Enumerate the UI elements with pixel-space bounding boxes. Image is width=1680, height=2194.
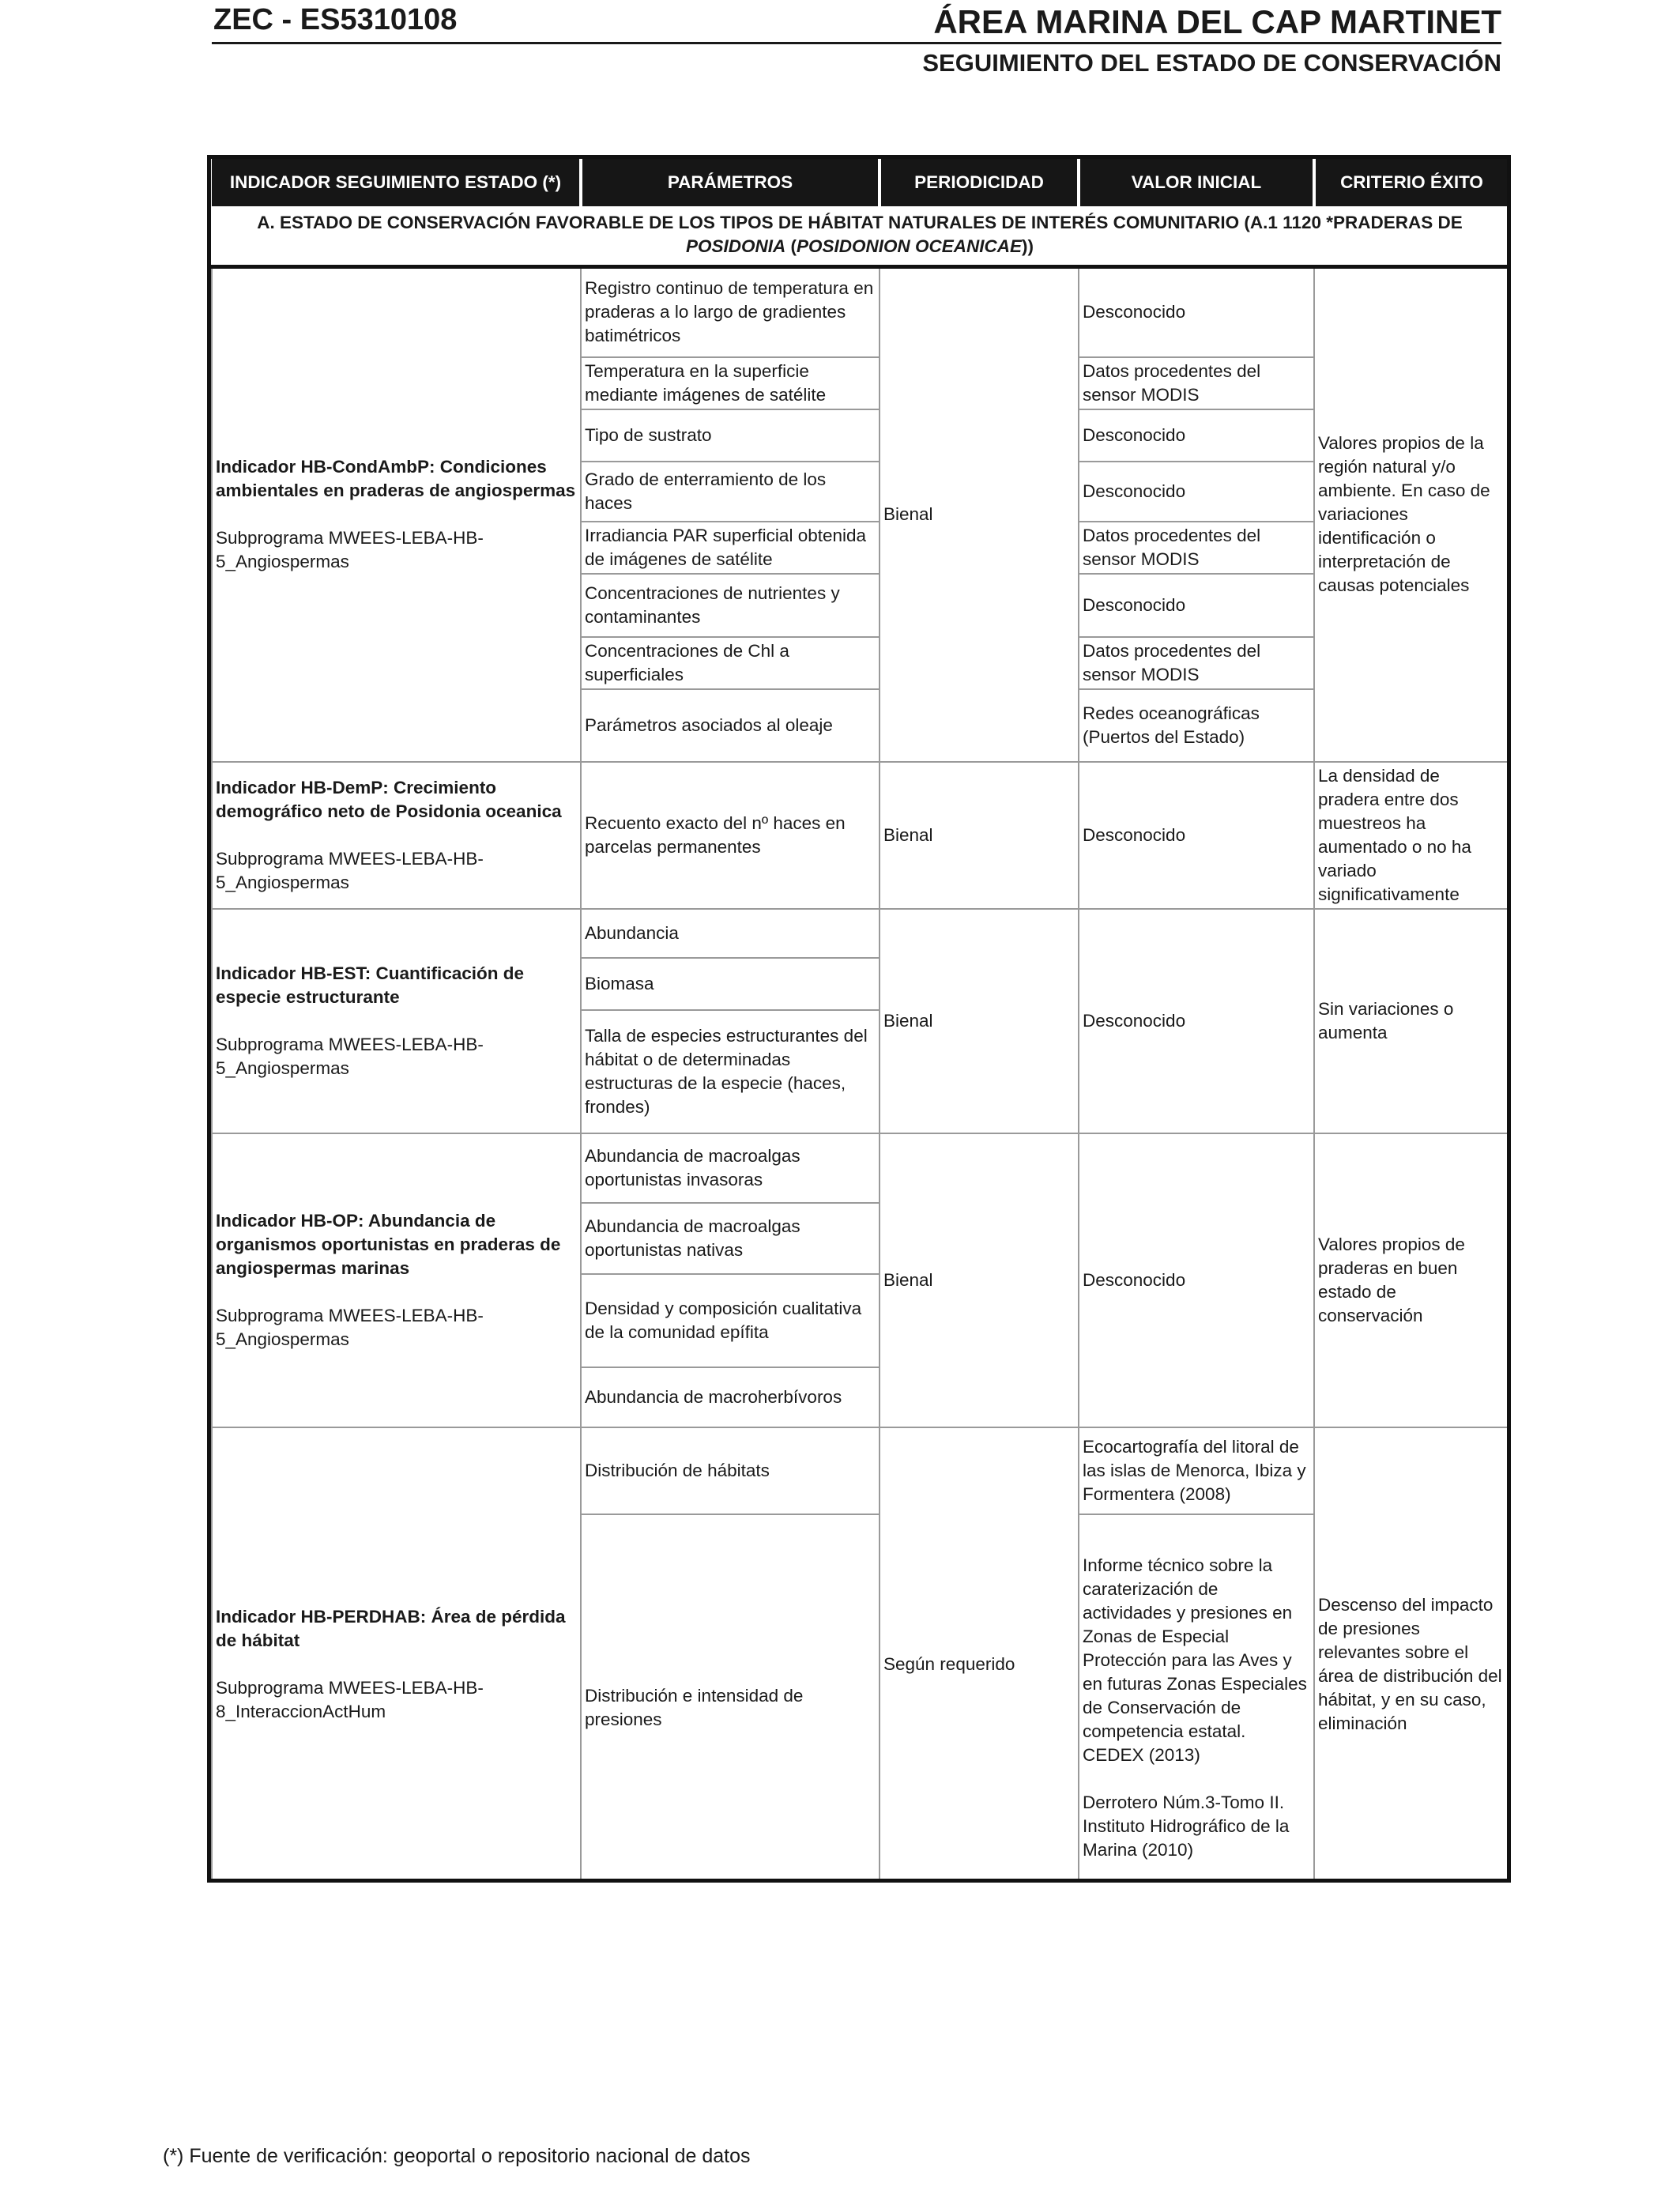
parameter-cell: Abundancia de macroalgas oportunistas invasoras <box>581 1133 880 1203</box>
periodicity-cell: Bienal <box>880 909 1079 1133</box>
periodicity-cell: Bienal <box>880 762 1079 909</box>
initial-value-cell: Desconocido <box>1079 462 1314 522</box>
indicator-subprogram: Subprograma MWEES-LEBA-HB-5_Angiospermas <box>216 528 484 572</box>
parameter-cell: Concentraciones de Chl a superficiales <box>581 637 880 689</box>
indicator-cell <box>212 909 581 1133</box>
section-a-italic1: POSIDONIA <box>685 236 786 256</box>
criterion-cell: Sin variaciones o aumenta <box>1314 909 1508 1133</box>
parameter-cell: Distribución e intensidad de presiones <box>581 1514 880 1883</box>
initial-value-cell: Redes oceanográficas (Puertos del Estado) <box>1079 689 1314 762</box>
parameter-cell: Distribución de hábitats <box>581 1427 880 1514</box>
periodicity-cell: Según requerido <box>880 1427 1079 1883</box>
indicator-title: Indicador HB-OP: Abundancia de organismos oportunistas en praderas de angiospermas marinas <box>216 1210 561 1278</box>
parameter-cell: Tipo de sustrato <box>581 409 880 462</box>
indicator-subprogram: Subprograma MWEES-LEBA-HB-5_Angiospermas <box>216 1305 484 1349</box>
parameter-cell: Biomasa <box>581 958 880 1010</box>
section-a-close: )) <box>1022 236 1034 256</box>
indicator-cell <box>212 1133 581 1427</box>
parameter-cell: Concentraciones de nutrientes y contaminantes <box>581 574 880 637</box>
indicator-title: Indicador HB-PERDHAB: Área de pérdida de hábitat <box>216 1606 566 1650</box>
footnote: (*) Fuente de verificación: geoportal o repositorio nacional de datos <box>163 2145 751 2167</box>
table-row <box>212 1133 1508 1203</box>
initial-value-cell: Desconocido <box>1079 409 1314 462</box>
initial-value-cell: Datos procedentes del sensor MODIS <box>1079 522 1314 574</box>
criterion-cell: Valores propios de praderas en buen estado de conservación <box>1314 1133 1508 1427</box>
area-title: ÁREA MARINA DEL CAP MARTINET <box>933 3 1501 40</box>
col-header-periodicity: PERIODICIDAD <box>880 159 1079 206</box>
initial-value-cell: Datos procedentes del sensor MODIS <box>1079 357 1314 409</box>
table-row <box>212 909 1508 958</box>
monitoring-table-frame <box>207 155 1511 1883</box>
criterion-cell: Descenso del impacto de presiones relevantes sobre el área de distribución del hábitat, y en su caso, eliminación <box>1314 1427 1508 1883</box>
indicator-title: Indicador HB-CondAmbP: Condiciones ambientales en praderas de angiospermas <box>216 457 576 501</box>
table-row <box>212 267 1508 357</box>
initial-value-report: Informe técnico sobre la caraterización de actividades y presiones en Zonas de Especial Protección para las Aves y en futuras Zonas Especiales de Conservación de competencia estatal. CEDEX (2013) <box>1083 1555 1307 1765</box>
document-subtitle: SEGUIMIENTO DEL ESTADO DE CONSERVACIÓN <box>922 49 1501 77</box>
parameter-cell: Abundancia <box>581 909 880 958</box>
parameter-cell: Parámetros asociados al oleaje <box>581 689 880 762</box>
section-a-open: ( <box>785 236 797 256</box>
indicator-subprogram: Subprograma MWEES-LEBA-HB-8_InteraccionActHum <box>216 1677 484 1721</box>
parameter-cell: Temperatura en la superficie mediante imágenes de satélite <box>581 357 880 409</box>
indicator-title: Indicador HB-EST: Cuantificación de especie estructurante <box>216 963 525 1007</box>
initial-value-cell: Desconocido <box>1079 574 1314 637</box>
initial-value-cell <box>1079 1514 1314 1883</box>
indicator-subprogram: Subprograma MWEES-LEBA-HB-5_Angiospermas <box>216 1034 484 1078</box>
parameter-cell: Grado de enterramiento de los haces <box>581 462 880 522</box>
monitoring-table <box>211 159 1509 1883</box>
parameter-cell: Recuento exacto del nº haces en parcelas permanentes <box>581 762 880 909</box>
criterion-cell: La densidad de pradera entre dos muestreos ha aumentado o no ha variado significativamente <box>1314 762 1508 909</box>
periodicity-cell: Bienal <box>880 1133 1079 1427</box>
section-a-italic2: POSIDONION OCEANICAE <box>797 236 1023 256</box>
parameter-cell: Densidad y composición cualitativa de la comunidad epífita <box>581 1274 880 1367</box>
header-rule <box>212 42 1501 44</box>
col-header-initial-value: VALOR INICIAL <box>1079 159 1314 206</box>
parameter-cell: Talla de especies estructurantes del hábitat o de determinadas estructuras de la especie (haces, frondes) <box>581 1010 880 1133</box>
initial-value-pilot-book: Derrotero Núm.3-Tomo II. Instituto Hidrográfico de la Marina (2010) <box>1083 1792 1290 1860</box>
parameter-cell: Irradiancia PAR superficial obtenida de imágenes de satélite <box>581 522 880 574</box>
criterion-cell: Valores propios de la región natural y/o ambiente. En caso de variaciones identificación o interpretación de causas potenciales <box>1314 267 1508 762</box>
initial-value-cell: Desconocido <box>1079 267 1314 357</box>
initial-value-cell: Desconocido <box>1079 762 1314 909</box>
section-a-title <box>212 206 1508 267</box>
initial-value-cell: Desconocido <box>1079 1133 1314 1427</box>
initial-value-cell: Datos procedentes del sensor MODIS <box>1079 637 1314 689</box>
indicator-cell <box>212 1427 581 1883</box>
indicator-cell <box>212 267 581 762</box>
initial-value-cell: Ecocartografía del litoral de las islas de Menorca, Ibiza y Formentera (2008) <box>1079 1427 1314 1514</box>
section-a-line1: A. ESTADO DE CONSERVACIÓN FAVORABLE DE LOS TIPOS DE HÁBITAT NATURALES DE INTERÉS COMUNITARIO (A.1 1120 *PRADERAS DE <box>257 213 1463 232</box>
parameter-cell: Abundancia de macroalgas oportunistas nativas <box>581 1203 880 1274</box>
periodicity-cell: Bienal <box>880 267 1079 762</box>
indicator-cell <box>212 762 581 909</box>
indicator-subprogram: Subprograma MWEES-LEBA-HB-5_Angiospermas <box>216 848 484 892</box>
initial-value-cell: Desconocido <box>1079 909 1314 1133</box>
table-row <box>212 762 1508 909</box>
col-header-success-criterion: CRITERIO ÉXITO <box>1314 159 1508 206</box>
indicator-title: Indicador HB-DemP: Crecimiento demográfico neto de Posidonia oceanica <box>216 777 562 821</box>
col-header-indicator: INDICADOR SEGUIMIENTO ESTADO (*) <box>212 159 581 206</box>
zec-code: ZEC - ES5310108 <box>213 3 458 36</box>
section-row <box>212 206 1508 267</box>
table-header-row <box>212 159 1508 206</box>
parameter-cell: Abundancia de macroherbívoros <box>581 1367 880 1427</box>
table-row <box>212 1427 1508 1514</box>
col-header-parameters: PARÁMETROS <box>581 159 880 206</box>
parameter-cell: Registro continuo de temperatura en praderas a lo largo de gradientes batimétricos <box>581 267 880 357</box>
